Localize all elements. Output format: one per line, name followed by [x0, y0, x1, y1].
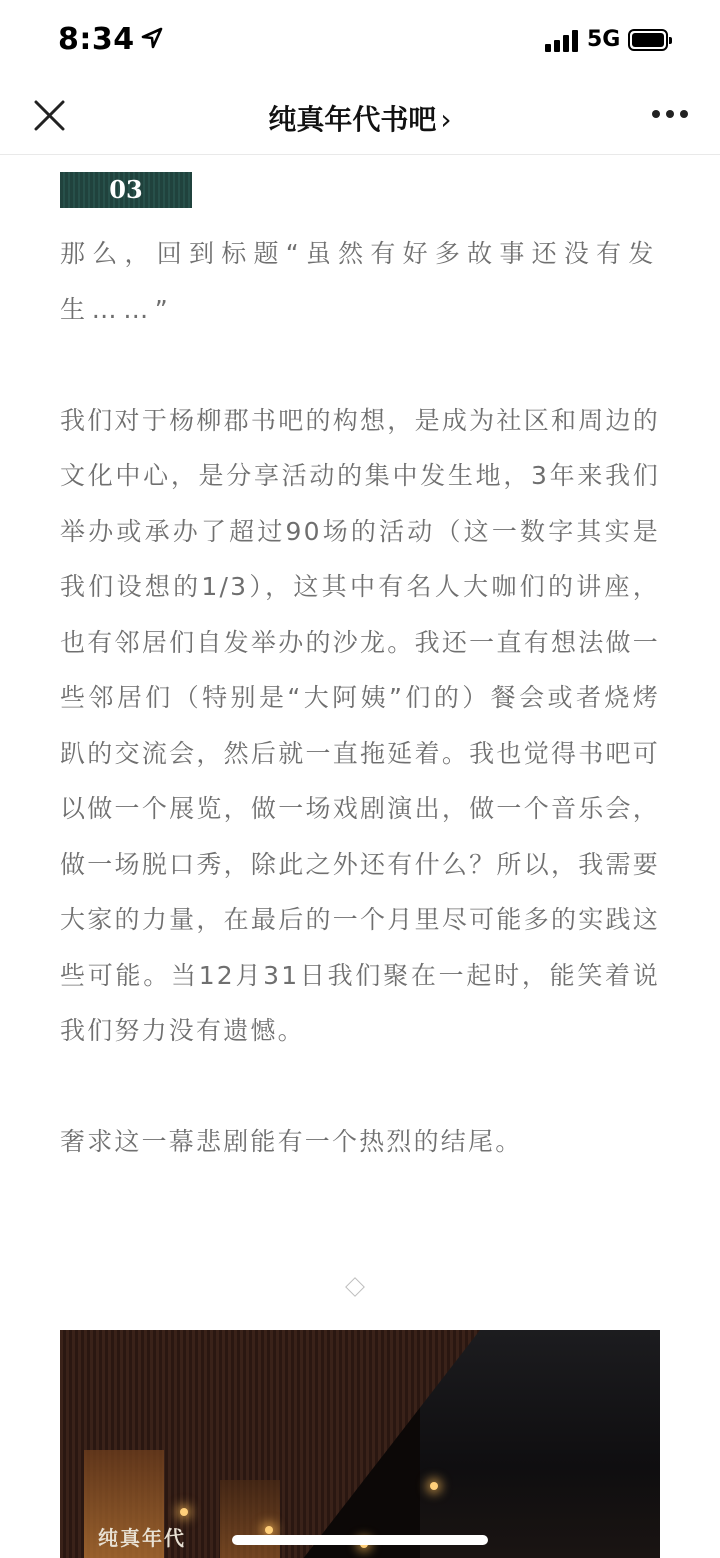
more-icon-dot — [666, 110, 674, 118]
account-name: 纯真年代书吧 — [268, 103, 437, 136]
network-label: 5G — [587, 27, 621, 52]
account-title-link[interactable] — [0, 98, 720, 138]
article-paragraph: 奢求这一幕悲剧能有一个热烈的结尾。 — [60, 1127, 523, 1156]
article-body — [60, 226, 660, 1170]
nav-bar — [0, 80, 720, 155]
status-time-text: 8:34 — [58, 22, 135, 57]
section-number-badge: 03 — [60, 172, 192, 208]
more-icon-dot — [652, 110, 660, 118]
article-paragraph: 我们对于杨柳郡书吧的构想，是成为社区和周边的文化中心，是分享活动的集中发生地，3年来我们举办或承办了超过90场的活动（这一数字其实是我们设想的1/3），这其中有名人大咖们的讲座，也有邻居们自发举办的沙龙。我还一直有想法做一些邻居们（特别是“大阿姨”们的）餐会或者烧烤趴的交流会，然后就一直拖延着。我也觉得书吧可以做一个展览，做一场戏剧演出，做一个音乐会，做一场脱口秀，除此之外还有什么？所以，我需要大家的力量，在最后的一个月里尽可能多的实践这些可能。当12月31日我们聚在一起时，能笑着说我们努力没有遗憾。 — [60, 405, 660, 1045]
location-arrow-icon — [141, 22, 163, 57]
diamond-divider-icon — [345, 1277, 365, 1297]
signal-bars-icon — [545, 30, 579, 52]
bookstore-photo[interactable] — [60, 1330, 660, 1558]
photo-sign-text: 纯真年代 — [98, 1526, 186, 1550]
more-button[interactable] — [652, 110, 692, 122]
chevron-right-icon: › — [440, 103, 452, 136]
status-bar — [0, 0, 720, 80]
battery-icon — [628, 29, 668, 51]
home-indicator[interactable] — [232, 1535, 488, 1545]
status-time — [58, 22, 163, 57]
article-paragraph: 那么，回到标题“虽然有好多故事还没有发生……” — [60, 239, 660, 324]
more-icon-dot — [680, 110, 688, 118]
